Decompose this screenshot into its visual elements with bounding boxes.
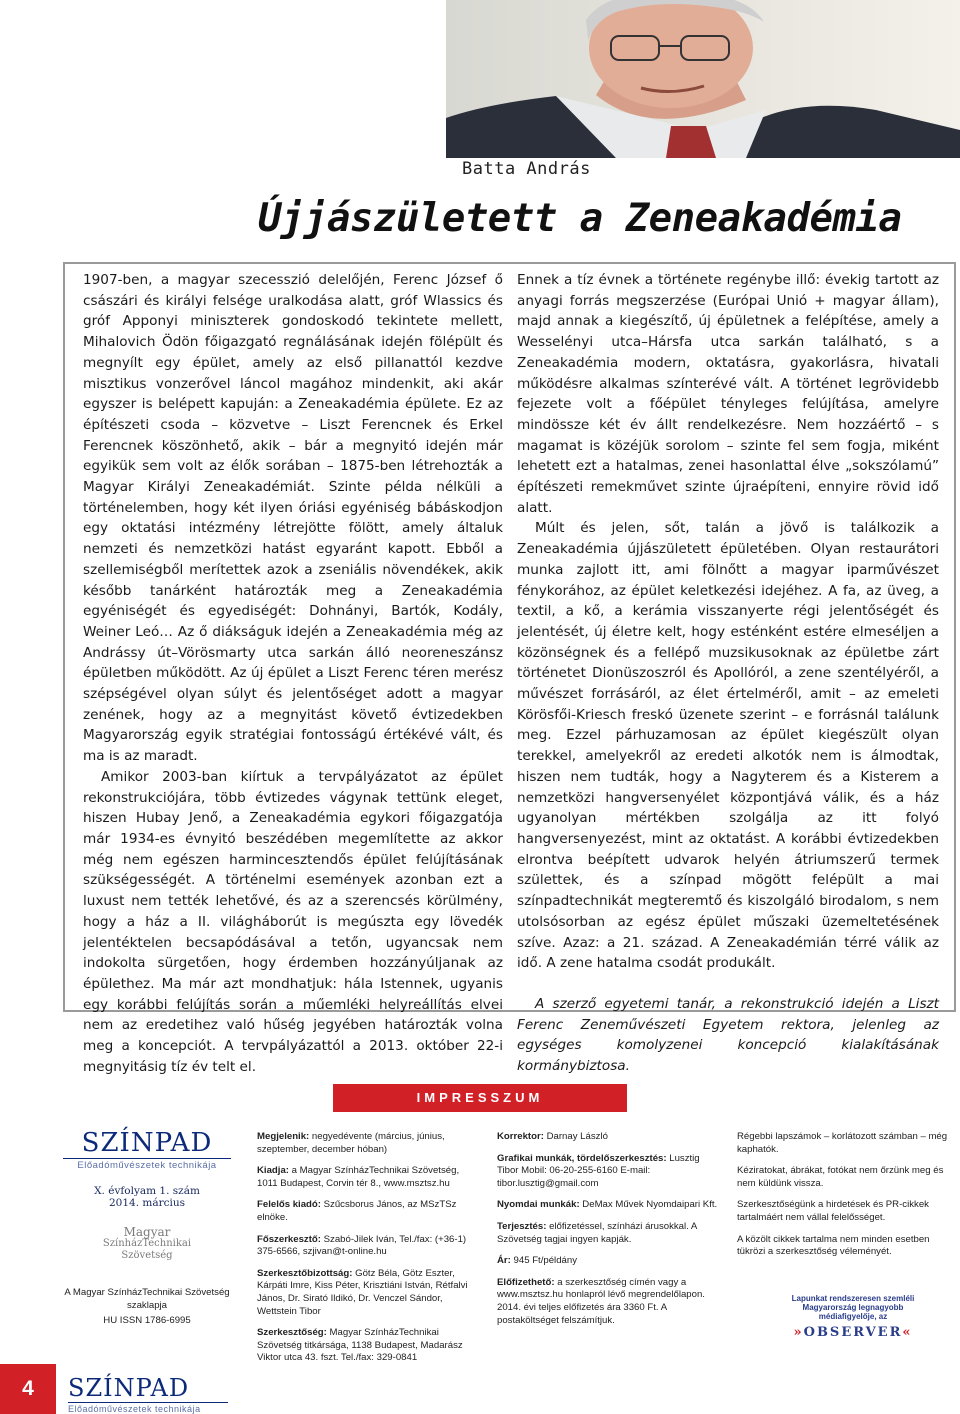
logo-divider [68, 1402, 228, 1403]
article-column-left [83, 270, 503, 1077]
impressum-entry [497, 1255, 722, 1268]
footer-logo [68, 1376, 258, 1414]
entry-text: Szabó-Jilek Iván, Tel./fax: (+36-1) 375-6566, szjivan@t-online.hu [257, 1233, 467, 1258]
author-note: A szerző egyetemi tanár, a rekonstrukció idején a Liszt Ferenc Zeneművészeti Egyetem rektora, jelenleg az egységes komolyzenei koncepció kialakításának kormánybiztosa. [517, 995, 939, 1075]
entry-text: Szűcsborus János, az MSzTSz elnöke. [257, 1199, 457, 1223]
entry-label: Terjesztés: [497, 1220, 547, 1232]
issn: HU ISSN 1786-6995 [103, 1315, 191, 1327]
impressum-logo-column [52, 1130, 242, 1328]
entry-label: Grafikai munkák, tördelőszerkesztés: [497, 1152, 667, 1164]
issue-info [52, 1185, 242, 1209]
entry-text: 945 Ft/példány [510, 1255, 577, 1267]
impressum-entry [257, 1131, 477, 1156]
article-author: Batta András [462, 159, 591, 179]
entry-label: Főszerkesztő: [257, 1233, 321, 1245]
article-paragraph: 1907-ben, a magyar szecesszió delelőjén, Ferenc József ő császári és királyi felsége uralkodása alatt, gróf Wlassics és gróf Apponyi miniszterek gondoskodó tekintete mellett, Mihalovich Ödön főigazgató regnálásának idején fölépült és megnyílt egy épület, amely az első pillanattól kezdve misztikus vonzerővel láncol magához mindenkit, aki akár egyszer is belépett kapuján: a Zeneakadémia épülete. Ez az építészeti csoda – közvetve – Liszt Ferencnek és Erkel Ferencnek köszönhető, akik – bár a megnyitó idején már egyikük sem volt az élők sorában – 1875-ben létrehozták a Magyar Királyi Zeneakadémiát. Szinte példa nélküli a történelemben, hogy két ilyen óriási egyéniség bábáskodjon egy oktatási intézmény létrejötte fölött, amely általuk nemzeti és nemzetközi hatást egyaránt kapott. Ebből a szellemiségből merítettek azok a zseniális növendékek, akik később tanárként határozták meg a Zeneakadémia egyéniségét és egyediségét: Dohnányi, Bartók, Kodály, Weiner Leó… Az ő diákságuk idején a Zeneakadémia még az Andrássy út–Vörösmarty utca sarkán álló neoreneszánsz épületben működött. Az új épület a Liszt Ferenc téren merész szépségével olyan súlyt és jelentőséget adott a magyar zenének, hogy az a megnyitást követő évtizedekben Magyarország egyik stratégiai fontosságú értékévé vált, és ma is az maradt. [83, 272, 503, 765]
article-column-right [517, 270, 939, 1077]
publisher-line: szaklapja [127, 1299, 167, 1311]
mszt-logo-line: SzínházTechnikai [102, 1238, 192, 1250]
impressum-heading: IMPRESSZUM [333, 1084, 627, 1112]
article-paragraph: Ennek a tíz évnek a története regénybe illő: évekig tartott az anyagi forrás megszerzése (Európai Unió + magyar állam), majd annak a kiegészítő, új épületnek a felépítése, amely a Wesselényi utca–Hársfa utca sarkán található, s a Zeneakadémia modern, oktatásra, gyakorlásra, hivatali működésre alkalmas színterévé vált. A történet legrövidebb fejezete volt a főépület tényleges felújítása, amelyre mindössze két év állt rendelkezésre. Nem hozzáértő – s magamat is közéjük sorolom – szinte fel sem fogja, miként lehetett ezt a hatalmas, zenei hasonlattal élve „sokszólamú” építészeti remekművet szinte újraépíteni, ennyire rövid idő alatt. [517, 272, 939, 516]
observer-line: Lapunkat rendszeresen szemléli [791, 1294, 915, 1303]
entry-label: Kiadja: [257, 1165, 289, 1177]
entry-label: Korrektor: [497, 1131, 544, 1142]
entry-label: Ár: [497, 1255, 511, 1267]
impressum-note: A közölt cikkek tartalma nem minden esetben tükrözi a szerkesztőség véleményét. [737, 1233, 930, 1258]
issue-volume: X. évfolyam 1. szám [94, 1184, 200, 1197]
entry-label: Nyomdai munkák: [497, 1199, 580, 1211]
impressum-note: Régebbi lapszámok – korlátozott számban – még kaphatók. [737, 1131, 948, 1155]
impressum-note: Kéziratokat, ábrákat, fotókat nem őrzünk meg és nem küldünk vissza. [737, 1165, 944, 1189]
entry-text: Götz Béla, Götz Eszter, Kárpáti Imre, Kiss Péter, Krisztiáni István, Rétfalvi János, Dr. Sirató Ildikó, Dr. Venczel Sándor, Wettstein Tibor [257, 1267, 468, 1317]
impressum-entry [497, 1153, 722, 1191]
impressum-entry [497, 1221, 722, 1246]
page-number: 4 [0, 1364, 56, 1414]
entry-text: Magyar SzínházTechnikai Szövetség titkársága, 1138 Budapest, Madarász Viktor utca 43. fszt. Tel./fax: 329-0841 [257, 1327, 463, 1364]
entry-label: Felelős kiadó: [257, 1199, 321, 1211]
impressum-entry [497, 1131, 722, 1144]
footer-logo-subtitle: Előadóművészetek technikája [68, 1404, 201, 1414]
footer-logo-name: SZÍNPAD [68, 1374, 190, 1402]
entry-text: Darnay László [543, 1131, 608, 1142]
impressum-entry [257, 1234, 477, 1259]
mszt-logo [102, 1224, 192, 1262]
article-paragraph: Amikor 2003-ban kiírtuk a tervpályázatot az épület rekonstrukciójára, több évtizedes vágynak tettünk eleget, hiszen Hubay Jenő, a Zeneakadémia egykori főigazgatója már 1934-es évnyitó beszédében megemlítette az akkor még nem egészen harmincesztendős épület felújításának szükségességét. A történelmi események azonban ezt a luxust nem tették lehetővé, és az a szerencsés körülmény, hogy a ház a II. világháborút is megúszta egy lövedék jelentéktelen becsapódásával a tetőn, ugyancsak nem indokolta sürgetően, hogy érdemben hozzányúljanak az épülethez. Ma már azt mondhatjuk: hála Istennek, ugyanis egy korábbi felújítás során a műemléki helyreállítás elvei nem az eredetihez való hűség jegyében határozták volna meg a koncepciót. A tervpályázattól a 2013. október 22-i megnyitásig tíz év telt el. [83, 768, 503, 1075]
entry-label: Előfizethető: [497, 1276, 555, 1288]
observer-brand: OBSERVER [803, 1325, 903, 1340]
mszt-logo-line: Magyar [123, 1224, 171, 1239]
impressum-column-3 [737, 1131, 959, 1268]
entry-text: előfizetéssel, színházi árusokkal. A Szövetség tagjai ingyen kapják. [497, 1220, 697, 1245]
mszt-logo-line: Szövetség [121, 1249, 173, 1261]
entry-text: Lusztig Tibor Mobil: 06-20-255-6160 E-mail: tibor.lusztig@gmail.com [497, 1152, 700, 1189]
szinpad-logo: SZÍNPAD [81, 1128, 213, 1158]
impressum-entry [257, 1165, 477, 1190]
impressum-entry [497, 1277, 722, 1327]
observer-logo: »OBSERVER« [793, 1325, 913, 1340]
entry-label: Szerkesztőbizottság: [257, 1267, 353, 1279]
entry-text: DeMax Művek Nyomdaipari Kft. [579, 1199, 718, 1211]
publisher-line: A Magyar SzínházTechnikai Szövetség [64, 1287, 230, 1299]
logo-subtitle: Előadóművészetek technikája [77, 1160, 217, 1171]
entry-text: a szerkesztőség címén vagy a www.msztsz.hu honlapról lévő megrendelőlapon. 2014. évi teljes előfizetés ára 3360 Ft. A postaköltséget felszámítjuk. [497, 1276, 705, 1326]
impressum-entry [257, 1327, 477, 1365]
issue-date: 2014. március [108, 1196, 186, 1209]
impressum-entry [497, 1199, 722, 1212]
impressum-column-1 [257, 1131, 477, 1374]
entry-label: Megjelenik: [257, 1131, 310, 1142]
impressum-column-2 [497, 1131, 722, 1336]
portrait-photo-icon [446, 0, 960, 158]
entry-label: Szerkesztőség: [257, 1327, 327, 1339]
entry-text: a Magyar SzínházTechnikai Szövetség, 1011 Budapest, Corvin tér 8., www.msztsz.hu [257, 1165, 460, 1189]
impressum-note: Szerkesztőségünk a hirdetések és PR-cikkek tartalmáért nem vállal felelősséget. [737, 1199, 929, 1223]
article-title: Újjászületett a Zeneakadémia [258, 196, 902, 241]
observer-badge [790, 1294, 916, 1346]
portrait-photo [446, 0, 960, 158]
logo-divider [63, 1158, 231, 1159]
impressum-entry [257, 1268, 477, 1318]
observer-line: médiafigyelője, az [818, 1312, 888, 1321]
impressum-entry [257, 1199, 477, 1224]
entry-text: negyedévente (március, június, szeptember, december hóban) [257, 1131, 445, 1155]
article-box [63, 262, 956, 1075]
publisher-info [52, 1287, 242, 1328]
article-paragraph: Múlt és jelen, sőt, talán a jövő is találkozik a Zeneakadémia újjászületett épületében. Olyan restaurátori munka zajlott itt, ami fölnőtt a magyar iparművészet fénykorához, az épület keletkezési idejéhez. A fa, az üveg, a textil, a kő, a kerámia visszanyerte régi jelentőségét és jelentését, új életre kelt, hogy esténként estére elmeséljen a közönségnek és a fellépő muzsikusoknak az épületbe zárt történetet Dionüszoszról és Apollóról, a zene szentélyéről, a művészet forrásáról, az élet értelméről, amit – az emeleti Körösfői-Kriesch freskó üzenete szerint – e forrásnál találunk meg. Ezzel párhuzamosan az épület kiegészült olyan terekkel, amelyekről az eredeti alkotók nem is álmodtak, hiszen nem tudták, hogy a Nagyterem és a Kisterem a nemzetközi hangversenyélet központjává válik, és a ház ugyanolyan mértékben szolgálja az itt folyó hangversenyezést, mint az oktatást. A korábbi évtizedekben elrontva beépített udvarok helyén átriumszerű termek születtek, és a színpad mögött felépült a mai színpadtechnikát megteremtő és kiszolgáló birodalom, s nem utolsósorban az egész épület műszaki üzemeltetésének szíve. Azaz: a 21. század. A Zeneakadémián térré válik az idő. A zene hatalma csodát produkált. [517, 520, 939, 972]
observer-line: Magyarország legnagyobb [802, 1303, 904, 1312]
